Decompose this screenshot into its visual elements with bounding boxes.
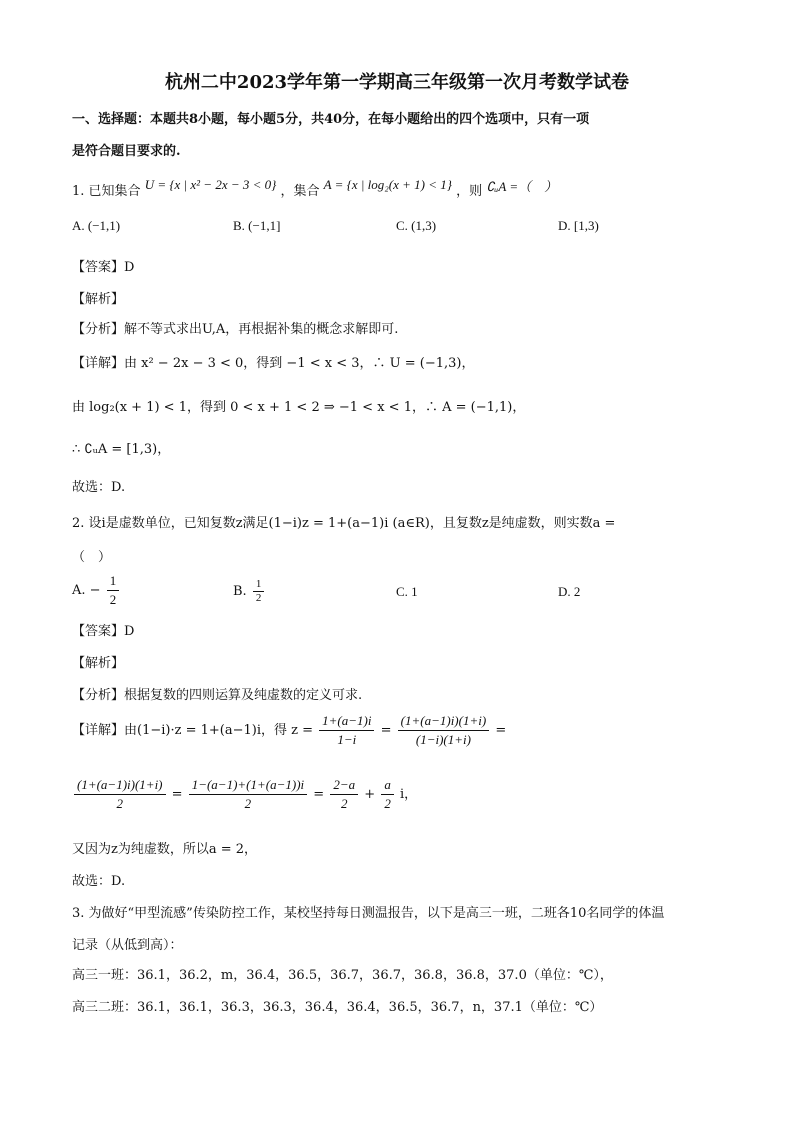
q2-analysis: 【分析】根据复数的四则运算及纯虚数的定义可求. (72, 688, 363, 703)
q1-set-u: U = {x | x² − 2x − 3 < 0} (144, 177, 277, 192)
question-2-stem: 2. 设i是虚数单位，已知复数z满足(1−i)z = 1+(a−1)i (a∈R)，且复数z是纯虚数，则实数a = (72, 516, 616, 531)
q1-option-d: D. [1,3) (558, 218, 599, 233)
q2-fraction-6-den: 2 (384, 796, 391, 811)
q2-equals-4: = (313, 787, 325, 802)
q2-tail: i， (399, 787, 418, 802)
question-2-stem-tail: （ ） (72, 550, 112, 565)
q1-detail-3: ∴ ∁ᵤA = [1,3)， (72, 442, 171, 457)
q2-option-a-fraction (107, 572, 120, 609)
q1-option-c: C. (1,3) (396, 218, 437, 233)
q2-fraction-1 (319, 712, 374, 749)
q1-answer: 【答案】D (72, 260, 135, 275)
q2-fraction-2-den: (1−i)(1+i) (415, 732, 471, 747)
q2-detail-prefix: 【详解】由(1−i)·z = 1+(a−1)i，得 z = (72, 723, 313, 738)
q2-option-a (72, 572, 121, 609)
q2-fraction-1-den: 1−i (337, 732, 357, 747)
q2-jiexi: 【解析】 (72, 656, 125, 671)
question-1-stem (72, 177, 558, 199)
q2-fraction-4-den: 2 (244, 796, 252, 811)
q1-text-3: ，则 (456, 184, 483, 199)
q2-option-c: C. 1 (396, 584, 418, 599)
section-header-line-1: 一、选择题：本题共8小题，每小题5分，共40分，在每小题给出的四个选项中，只有一项 (72, 112, 590, 127)
q2-fraction-6 (381, 776, 394, 813)
question-3-stem: 3. 为做好“甲型流感”传染防控工作，某校坚持每日测温报告，以下是高三一班，二班各10名同学的体温 (72, 906, 665, 921)
q2-option-a-num: 1 (107, 572, 120, 591)
q2-option-a-den: 2 (109, 592, 117, 607)
q2-choose: 故选：D. (72, 874, 126, 889)
q2-detail-line-2 (72, 776, 417, 813)
q2-option-b-label: B. (233, 584, 247, 599)
q1-option-a: A. (−1,1) (72, 218, 121, 233)
q1-set-a: A = {x | log₂(x + 1) < 1} (323, 177, 452, 192)
q1-text-1: 1. 已知集合 (72, 184, 141, 199)
q3-class-2-temps: 高三二班：36.1，36.1，36.3，36.3，36.4，36.4，36.5，36.7，n，37.1（单位：℃） (72, 1000, 603, 1015)
q2-fraction-3 (74, 776, 166, 813)
q2-equals-1: = (380, 723, 392, 738)
q2-fraction-1-num: 1+(a−1)i (319, 712, 374, 731)
q2-fraction-5 (330, 776, 358, 813)
q2-option-b-fraction (253, 578, 265, 605)
q2-fraction-4-num: 1−(a−1)+(1+(a−1))i (189, 776, 307, 795)
q2-fraction-4 (189, 776, 307, 813)
q3-class-1-temps: 高三一班：36.1，36.2，m，36.4，36.5，36.7，36.7，36.8，36.8，37.0（单位：℃）， (72, 968, 613, 983)
q1-question: ∁ᵤA =（ ） (486, 179, 558, 194)
q1-detail-2: 由 log₂(x + 1) < 1，得到 0 < x + 1 < 2 ⇒ −1 < x < 1，∴ A = (−1,1)， (72, 400, 526, 415)
q1-analysis: 【分析】解不等式求出U,A，再根据补集的概念求解即可. (72, 322, 399, 337)
q2-option-a-label: A. (72, 583, 86, 598)
q2-equals-3: = (171, 787, 183, 802)
q1-detail-1: 【详解】由 x² − 2x − 3 < 0，得到 −1 < x < 3，∴ U = (−1,3)， (72, 356, 475, 371)
q2-fraction-5-num: 2−a (330, 776, 358, 795)
q1-jiexi: 【解析】 (72, 292, 125, 307)
q2-option-b (233, 578, 266, 605)
q1-choose: 故选：D. (72, 480, 126, 495)
q1-text-2: ，集合 (280, 184, 320, 199)
q2-option-a-sign: − (89, 583, 101, 598)
q2-plus: + (364, 787, 376, 802)
q1-option-b: B. (−1,1] (233, 218, 281, 233)
section-header-line-2: 是符合题目要求的. (72, 144, 181, 159)
q2-answer: 【答案】D (72, 624, 135, 639)
q2-conclusion: 又因为z为纯虚数，所以a = 2， (72, 842, 258, 857)
q2-fraction-5-den: 2 (340, 796, 348, 811)
q2-fraction-2 (398, 712, 490, 749)
q2-fraction-6-num: a (381, 776, 394, 795)
q2-detail-line-1 (72, 712, 506, 749)
q2-option-b-den: 2 (255, 592, 262, 604)
q2-option-b-num: 1 (253, 578, 265, 592)
q2-option-d: D. 2 (558, 584, 581, 599)
exam-title: 杭州二中2023学年第一学期高三年级第一次月考数学试卷 (164, 72, 630, 93)
q2-fraction-3-den: 2 (116, 796, 123, 811)
q2-fraction-2-num: (1+(a−1)i)(1+i) (398, 712, 490, 731)
question-3-stem-2: 记录（从低到高）： (72, 938, 183, 953)
q2-equals-2: = (495, 723, 507, 738)
q2-fraction-3-num: (1+(a−1)i)(1+i) (74, 776, 166, 795)
